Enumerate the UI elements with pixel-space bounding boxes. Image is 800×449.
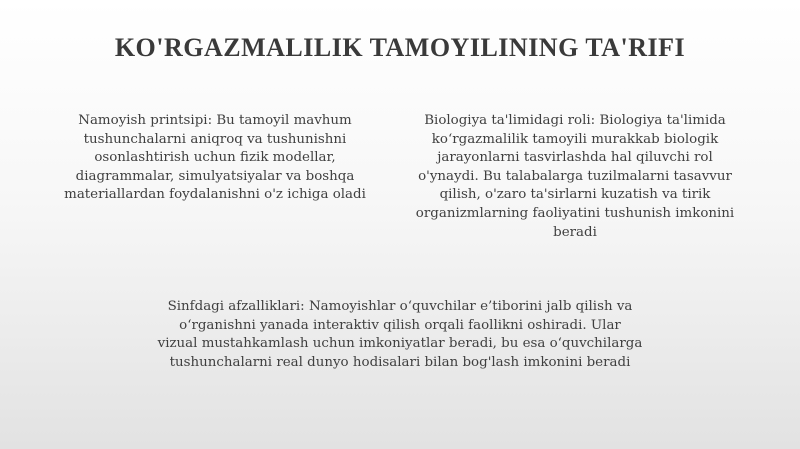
- paragraph-demonstration-principle: [50, 112, 380, 205]
- slide-title: KO'RGAZMALILIK TAMOYILINING TA'RIFI: [114, 33, 686, 62]
- paragraph-role-in-biology: [398, 112, 752, 242]
- text-line: vizual mustahkamlash uchun imkoniyatlar beradi, bu esa o‘quvchilarga: [157, 336, 643, 352]
- text-line: ko‘rgazmalilik tamoyili murakkab biologik: [431, 131, 719, 147]
- text-line: tushunchalarni aniqroq va tushunishni: [83, 131, 347, 147]
- text-line: beradi: [553, 224, 597, 240]
- text-line: Namoyish printsipi: Bu tamoyil mavhum: [78, 113, 352, 128]
- text-line: diagrammalar, simulyatsiyalar va boshqa: [75, 168, 355, 184]
- paragraph-classroom-benefits: [135, 298, 665, 372]
- text-line: materiallardan foydalanishni o'z ichiga oladi: [64, 187, 366, 203]
- text-line: qilish, o'zaro ta'sirlarni kuzatish va tirik: [439, 187, 711, 203]
- text-line: organizmlarning faoliyatini tushunish imkonini: [415, 205, 735, 221]
- text-line: Biologiya ta'limidagi roli: Biologiya ta'limida: [424, 113, 726, 128]
- text-line: jarayonlarni tasvirlashda hal qiluvchi rol: [437, 150, 713, 166]
- text-line: o'ynaydi. Bu talabalarga tuzilmalarni tasavvur: [418, 168, 732, 184]
- text-line: Sinfdagi afzalliklari: Namoyishlar o‘quvchilar e’tiborini jalb qilish va: [167, 299, 633, 314]
- text-line: o‘rganishni yanada interaktiv qilish orqali faollikni oshiradi. Ular: [179, 317, 621, 333]
- text-line: osonlashtirish uchun fizik modellar,: [94, 150, 336, 166]
- text-line: tushunchalarni real dunyo hodisalari bilan bog'lash imkonini beradi: [169, 354, 631, 370]
